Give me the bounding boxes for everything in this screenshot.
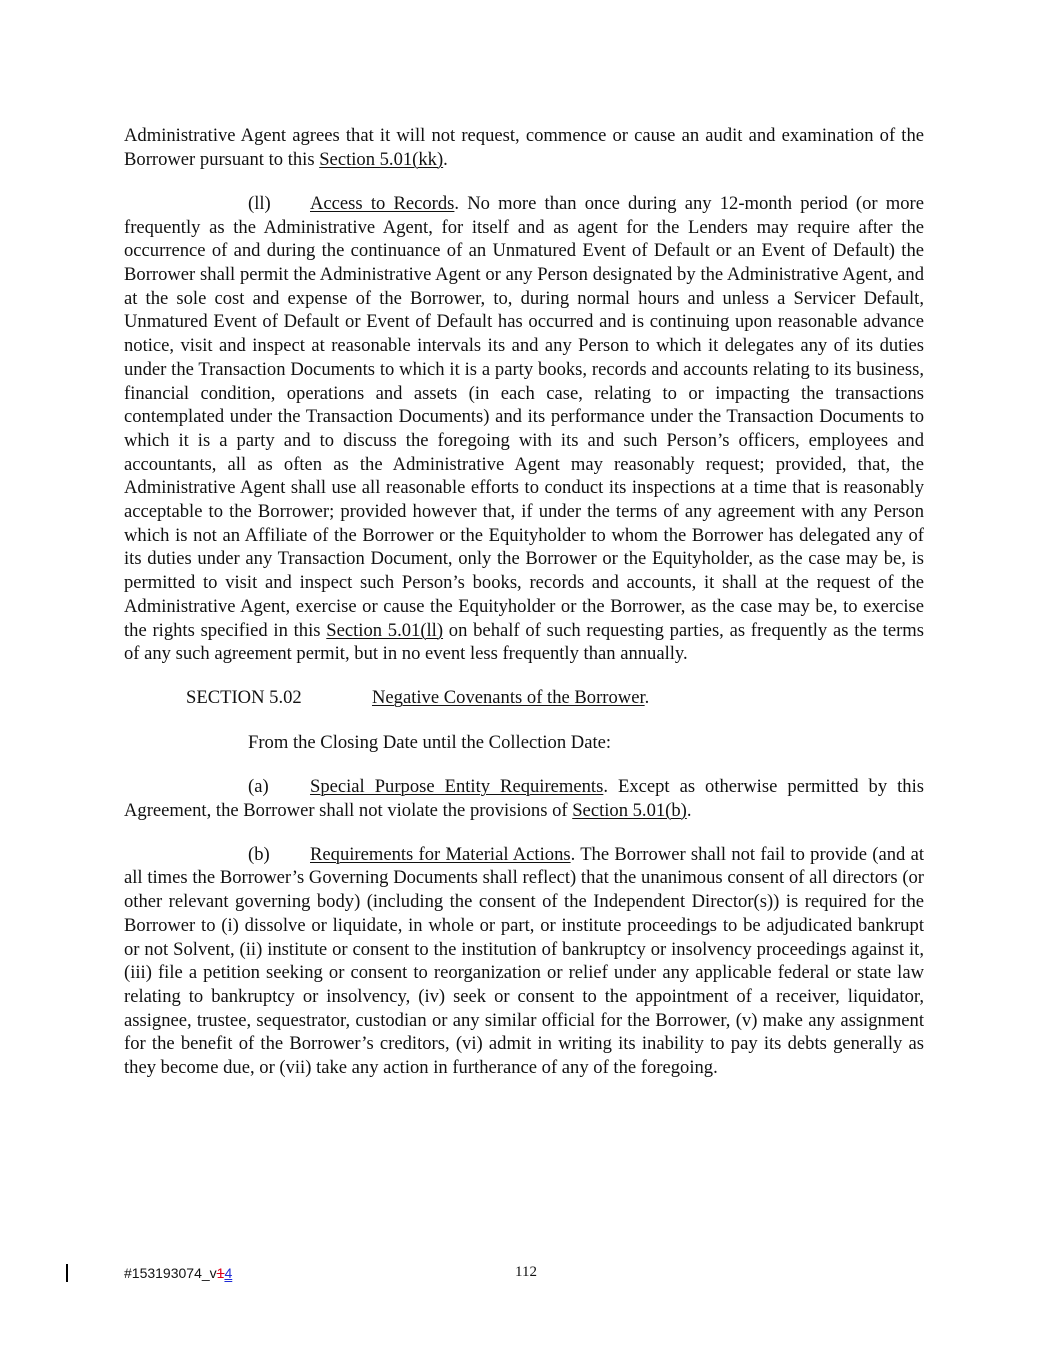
clause-heading: Special Purpose Entity Requirements (310, 775, 604, 797)
document-page (124, 124, 924, 1080)
clause-b-paragraph: (b) Requirements for Material Actions. The Borrower shall not fail to provide (and at all times the Borrower’s Governing Documents shall reflect) that the unanimous consent of all directors (or other relevant governing body) (including the consent of the Independent Director(s)) is required for the Borrower to (i) dissolve or liquidate, in whole or part, or institute proceedings to be adjudicated bankrupt or not Solvent, (ii) institute or consent to the institution of bankruptcy or insolvency proceedings against it, (iii) file a petition seeking or consent to reorganization or relief under any applicable federal or state law relating to bankruptcy or insolvency, (iv) seek or consent to the appointment of a receiver, liquidator, assignee, trustee, sequestrator, custodian or any similar official for the Borrower, (v) make any assignment for the benefit of the Borrower’s creditors, (vi) admit in writing its inability to pay its debts generally as they become due, or (vii) take any action in furtherance of any of the foregoing. (124, 843, 924, 1079)
section-title: Negative Covenants of the Borrower (372, 687, 645, 709)
clause-label: (ll) (248, 192, 271, 214)
section-intro: From the Closing Date until the Collection Date: (248, 731, 612, 753)
clause-heading: Access to Records (310, 192, 455, 214)
document-id: #153193074_v14 (124, 1265, 233, 1281)
section-heading: SECTION 5.02 Negative Covenants of the Borrower. (186, 687, 650, 709)
continuation-paragraph: Administrative Agent agrees that it will not request, commence or cause an audit and examination of the Borrower pursuant to this Section 5.01(kk). (124, 125, 924, 170)
inserted-version: 4 (224, 1265, 233, 1281)
clause-label: (a) (248, 775, 269, 797)
clause-a-paragraph: (a) Special Purpose Entity Requirements. Except as otherwise permitted by this Agreement, the Borrower shall not violate the provisions of Section 5.01(b). (124, 775, 924, 821)
deleted-version: 1 (216, 1265, 225, 1281)
clause-heading: Requirements for Material Actions (310, 843, 571, 865)
section-reference-link: Section 5.01(ll) (326, 619, 444, 641)
section-reference-link: Section 5.01(b) (572, 799, 687, 821)
change-bar (66, 1264, 68, 1282)
section-reference-link: Section 5.01(kk) (319, 148, 444, 170)
clause-label: (b) (248, 843, 270, 865)
clause-ll-paragraph: (ll) Access to Records. No more than once during any 12-month period (or more frequently as the Administrative Agent, for itself and as agent for the Lenders may require after the occurrence of and during the continuance of an Unmatured Event of Default or an Event of Default) the Borrower shall permit the Administrative Agent or any Person designated by the Administrative Agent, and at the sole cost and expense of the Borrower, to, during normal hours and unless a Servicer Default, Unmatured Event of Default or Event of Default has occurred and is continuing upon reasonable advance notice, visit and inspect at reasonable intervals its and any Person to which it delegates any of its duties under the Transaction Documents to which it is a party books, records and accounts relating to its business, financial condition, operations and assets (in each case, relating to or impacting the transactions contemplated under the Transaction Documents) and its performance under the Transaction Documents to which it is a party and to discuss the foregoing with its and such Person’s officers, employees and accountants, all as often as the Administrative Agent may reasonably request; provided, that, the Administrative Agent shall use all reasonable efforts to conduct its inspections at a time that is reasonably acceptable to the Borrower; provided however that, if under the terms of any agreement with any Person which is not an Affiliate of the Borrower or the Equityholder to whom the Borrower has delegated any of its duties under any Transaction Document, only the Borrower or the Equityholder, as the case may be, is permitted to visit and inspect such Person’s books, records and accounts, it shall at the request of the Administrative Agent, exercise or cause the Equityholder or the Borrower, as the case may be, to exercise the rights specified in this Section 5.01(ll) on behalf of such requesting parties, as frequently as the terms of any such agreement permit, but in no event less frequently than annually. (124, 192, 924, 665)
page-number: 112 (515, 1264, 537, 1280)
section-number: SECTION 5.02 (186, 687, 302, 709)
